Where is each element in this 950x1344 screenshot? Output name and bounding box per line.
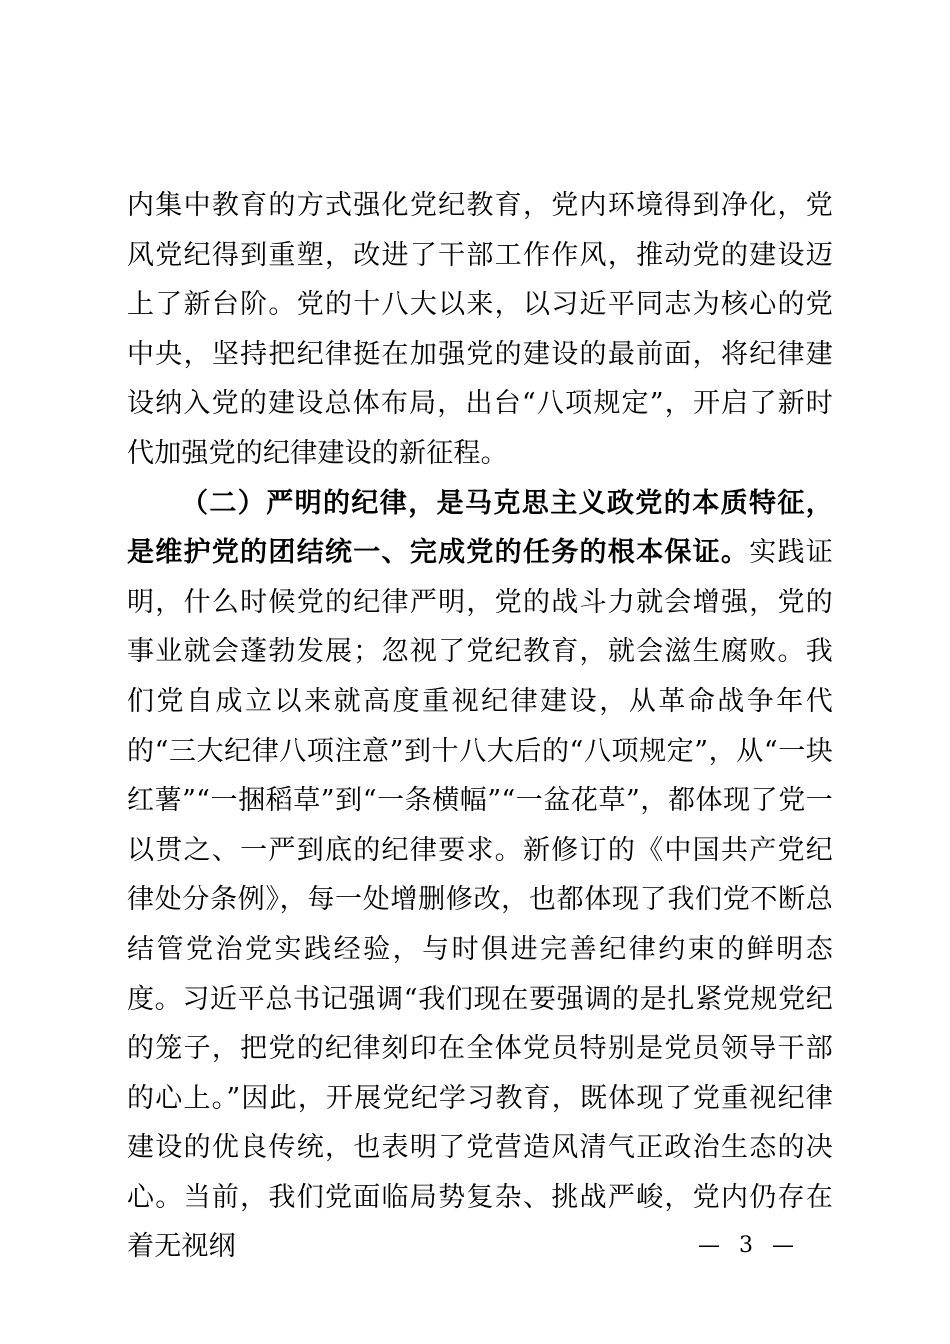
paragraph-1: [127, 181, 833, 479]
body-text: [127, 181, 833, 1272]
page-number: — 3 —: [698, 1233, 800, 1258]
paragraph-1-text: 内集中教育的方式强化党纪教育，党内环境得到净化，党风党纪得到重塑，改进了干部工作作风，推动党的建设迈上了新台阶。党的十八大以来，以习近平同志为核心的党中央，坚持把纪律挺在加强党的建设的最前面，将纪律建设纳入党的建设总体布局，出台“八项规定”，开启了新时代加强党的纪律建设的新征程。: [127, 190, 833, 469]
paragraph-2-bold-lead: （二）严明的纪律，是马克思主义政党的本质特征，是维护党的团结统一、完成党的任务的根本保证。: [127, 487, 833, 569]
paragraph-2-text: 实践证明，什么时候党的纪律严明，党的战斗力就会增强，党的事业就会蓬勃发展；忽视了党纪教育，就会滋生腐败。我们党自成立以来就高度重视纪律建设，从革命战争年代的“三大纪律八项注意”到十八大后的“八项规定”，从“一块红薯”“一捆稻草”到“一条横幅”“一盆花草”，都体现了党一以贯之、一严到底的纪律要求。新修订的《中国共产党纪律处分条例》，每一处增删修改，也都体现了我们党不断总结管党治党实践经验，与时俱进完善纪律约束的鲜明态度。习近平总书记强调“我们现在要强调的是扎紧党规党纪的笼子，把党的纪律刻印在全体党员特别是党员领导干部的心上。”因此，开展党纪学习教育，既体现了党重视纪律建设的优良传统，也表明了党营造风清气正政治生态的决心。当前，我们党面临局势复杂、挑战严峻，党内仍存在着无视纲: [127, 537, 833, 1263]
paragraph-2: [127, 479, 833, 1273]
